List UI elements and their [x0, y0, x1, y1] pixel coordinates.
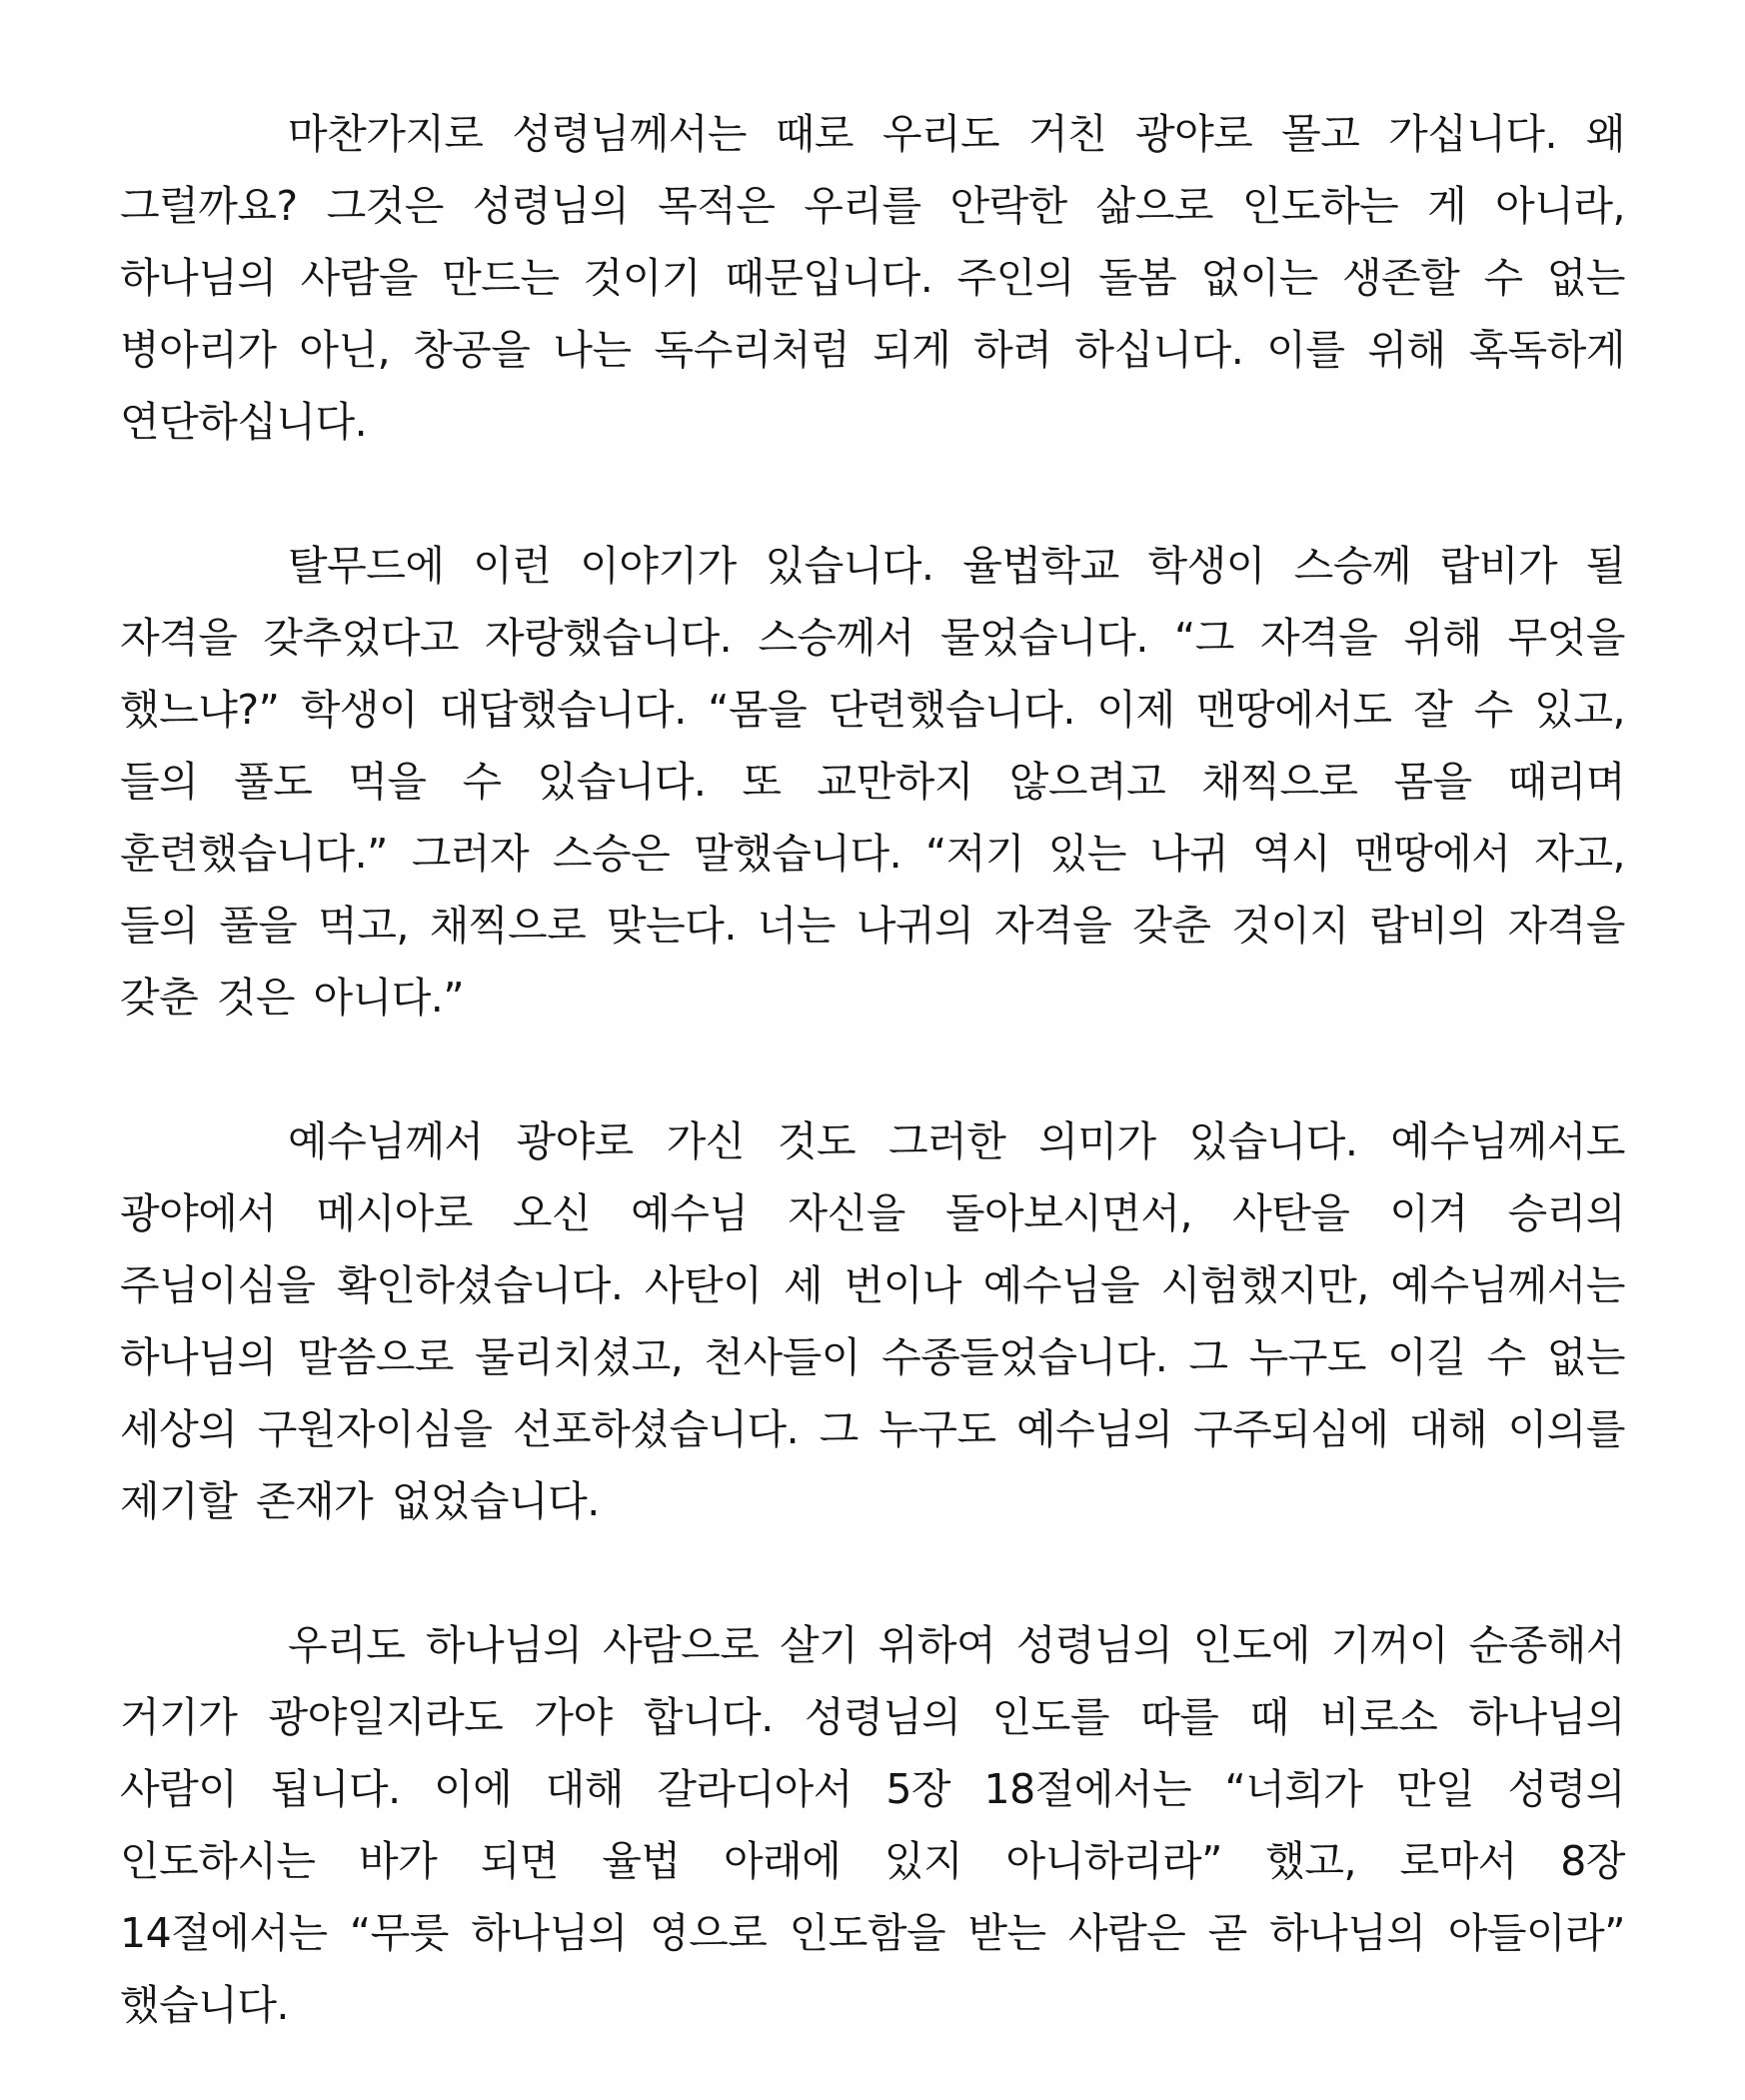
paragraph-3: 예수님께서 광야로 가신 것도 그러한 의미가 있습니다. 예수님께서도 광야에서 메시아로 오신 예수님 자신을 돌아보시면서, 사탄을 이겨 승리의 주님이심을 확인하셨습니다. 사탄이 세 번이나 예수님을 시험했지만, 예수님께서는 하나님의 말씀으로 물리치셨고, 천사들이 수종들었습니다. 그 누구도 이길 수 없는 세상의 구원자이심을 선포하셨습니다. 그 누구도 예수님의 구주되심에 대해 이의를 제기할 존재가 없었습니다.	[120, 1117, 1625, 1525]
paragraph-2: 탈무드에 이런 이야기가 있습니다. 율법학교 학생이 스승께 랍비가 될 자격을 갖추었다고 자랑했습니다. 스승께서 물었습니다. “그 자격을 위해 무엇을 했느냐?” 학생이 대답했습니다. “몸을 단련했습니다. 이제 맨땅에서도 잘 수 있고, 들의 풀도 먹을 수 있습니다. 또 교만하지 않으려고 채찍으로 몸을 때리며 훈련했습니다.” 그러자 스승은 말했습니다. “저기 있는 나귀 역시 맨땅에서 자고, 들의 풀을 먹고, 채찍으로 맞는다. 너는 나귀의 자격을 갖춘 것이지 랍비의 자격을 갖춘 것은 아니다.”	[120, 542, 1625, 1022]
paragraph-4: 우리도 하나님의 사람으로 살기 위하여 성령님의 인도에 기꺼이 순종해서 거기가 광야일지라도 가야 합니다. 성령님의 인도를 따를 때 비로소 하나님의 사람이 됩니다. 이에 대해 갈라디아서 5장 18절에서는 “너희가 만일 성령의 인도하시는 바가 되면 율법 아래에 있지 아니하리라” 했고, 로마서 8장 14절에서는 “무릇 하나님의 영으로 인도함을 받는 사람은 곧 하나님의 아들이라” 했습니다.	[120, 1621, 1625, 2029]
paragraph-1: 마찬가지로 성령님께서는 때로 우리도 거친 광야로 몰고 가십니다. 왜 그럴까요? 그것은 성령님의 목적은 우리를 안락한 삶으로 인도하는 게 아니라, 하나님의 사람을 만드는 것이기 때문입니다. 주인의 돌봄 없이는 생존할 수 없는 병아리가 아닌, 창공을 나는 독수리처럼 되게 하려 하십니다. 이를 위해 혹독하게 연단하십니다.	[120, 110, 1625, 446]
document-page	[120, 98, 1625, 2041]
